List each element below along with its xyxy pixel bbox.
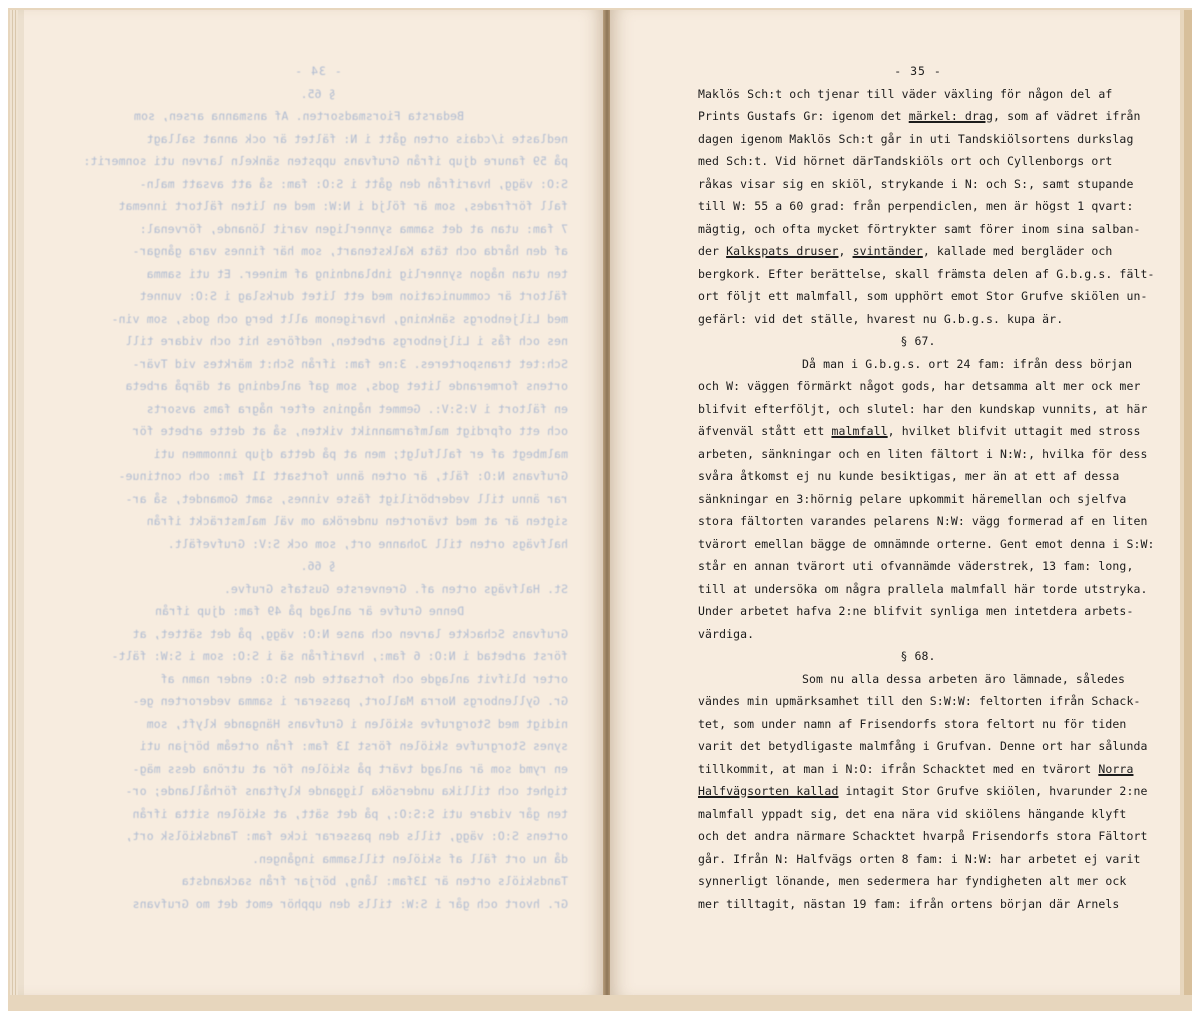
text-line xyxy=(68,533,568,556)
text-line xyxy=(698,263,1155,286)
left-page-number: - 34 - xyxy=(294,64,342,78)
underlined-term: svintänder xyxy=(852,244,923,258)
text-segment: råkas visar sig en skiöl, strykande i N: och S:, samt stupande xyxy=(698,176,1134,191)
text-segment: tillkommit, at man i N:O: ifrån Schacktet med en tvärort xyxy=(698,761,1099,776)
text-line xyxy=(68,218,568,241)
text-segment: Gr. hvort och går i S:W: tills den upphör emot det mo Grufvans xyxy=(132,896,568,911)
text-line xyxy=(698,285,1148,308)
text-line xyxy=(68,83,568,106)
text-segment: Sch:tet transporteres. 3:ne fam: ifrån Sch:t märktes vid Tvär- xyxy=(132,356,568,371)
text-line xyxy=(698,713,1138,736)
text-line xyxy=(698,420,1141,443)
text-line xyxy=(68,128,568,151)
text-segment: ten går vidare uti S:S:O:, på det sätt, at skiölen sitta ifrån xyxy=(132,806,568,821)
text-segment: St. Halfvägs orten af. Grenverste Gustafs Grufve. xyxy=(223,581,568,596)
text-line xyxy=(68,803,568,826)
text-segment: der xyxy=(698,244,727,258)
text-segment: värdiga. xyxy=(698,626,755,641)
text-line xyxy=(698,555,1138,578)
text-line xyxy=(698,645,1138,668)
text-line xyxy=(698,128,1138,151)
text-line xyxy=(698,690,1141,713)
text-segment: , som af vädret ifrån xyxy=(993,109,1141,123)
text-segment: ortens formerande litet gods, som gaf anledning at därpå arbeta xyxy=(125,379,568,393)
text-line xyxy=(698,758,1138,781)
text-line xyxy=(68,825,568,848)
text-segment: S:O: vägg, hvarifrån den gått i S:O: fam: så att avsatt maln- xyxy=(139,176,568,191)
text-line xyxy=(68,150,568,173)
text-segment: sigten är at med tvärorten underöka om väl malmsträckt ifrån xyxy=(146,514,568,528)
text-line xyxy=(698,105,1141,128)
text-segment: malmbegt af er fallfulgt; men at på detta djup innommen uti xyxy=(153,446,568,461)
text-segment: gefärl: vid det ställe, hvarest nu G.b.g.s. kupa är. xyxy=(698,311,1064,326)
text-segment: går. Ifrån N: Halfvägs orten 8 fam: i N:W: har arbetet ej varit xyxy=(698,851,1141,866)
text-line xyxy=(698,825,1148,848)
text-line xyxy=(68,690,568,713)
underlined-term: Norra xyxy=(1098,761,1134,776)
text-line xyxy=(68,758,568,781)
text-segment: svåra åtkomst ej nu kunde besiktigas, mer än at ett af dessa xyxy=(698,469,1120,483)
text-segment: bergkork. Efter berättelse, skall främsta delen af G.b.g.s. fält- xyxy=(698,266,1155,281)
text-line xyxy=(68,195,568,218)
text-segment: dagen igenom Maklös Sch:t går in uti Tandskiölsortens durkslag xyxy=(698,131,1134,146)
text-line xyxy=(68,555,568,578)
text-line xyxy=(68,173,568,196)
text-line xyxy=(698,735,1148,758)
text-line xyxy=(68,285,568,308)
text-segment: tighet och tillika undersöka liggande klyftans förhållande; or- xyxy=(125,784,568,798)
text-segment: vändes min upmärksamhet till den S:W:W: feltorten ifrån Schack- xyxy=(698,694,1141,708)
text-line xyxy=(68,308,568,331)
left-page-bleed-through-text xyxy=(68,60,568,915)
text-segment: tvärort emellan bägge de omnämnde orterne. Gent emot denna i S:W: xyxy=(698,536,1155,551)
text-line xyxy=(698,668,1138,691)
text-line xyxy=(698,870,1138,893)
text-line xyxy=(698,488,1138,511)
text-line xyxy=(698,803,1138,826)
text-segment: af den hårda och täta Kalkstenart, som här finnes vara gångar- xyxy=(132,244,568,258)
text-segment: nes och fås i Liljenborgs arbeten, nedföres hit och vidare till xyxy=(125,334,568,348)
text-line xyxy=(68,488,568,511)
text-line xyxy=(698,330,1138,353)
text-line xyxy=(68,105,568,128)
text-segment: Under arbetet hafva 2:ne blifvit synliga men intetdera arbets- xyxy=(698,604,1134,618)
text-segment: synnerligt lönande, men sedermera har fyndigheten alt mer ock xyxy=(698,874,1127,888)
text-line xyxy=(68,353,568,376)
text-segment: fall förfrades, som är följd i N:W: med en liten fältort innemat xyxy=(118,199,568,213)
text-segment: Grufvans Schackte larven och anse N:O: vägg, på det sättet, at xyxy=(132,626,568,641)
text-segment: § 68. xyxy=(900,649,936,663)
text-segment: med Liljenborgs sänkning, hvarigenom allt berg och gods, som vin- xyxy=(111,311,568,326)
text-segment: stora fältorten varandes pelarens N:W: vägg formerad af en liten xyxy=(698,514,1148,528)
text-line xyxy=(68,645,568,668)
text-segment: blifvit efterföljt, och slutel: har den kundskap vunnits, at här xyxy=(698,401,1148,416)
text-line xyxy=(68,870,568,893)
text-line xyxy=(698,465,1138,488)
text-segment: ort följt ett malmfall, som upphört emot Stor Grufve skiölen un- xyxy=(698,289,1148,303)
text-segment: halfvägs orten till Johanne ort, som ock S:V: Grufvefält. xyxy=(167,536,568,551)
text-segment: § 67. xyxy=(900,334,936,348)
text-segment: § 65. xyxy=(300,86,336,101)
text-segment: en fältort i V:S:V:. Gemmet någnins efter några fams avsorts xyxy=(146,401,568,416)
text-line xyxy=(68,263,568,286)
underlined-term: märkel: drag xyxy=(908,109,994,123)
text-segment: Bedarsta Fiorsmadsorten. Af ansmanna arsen, som xyxy=(133,109,464,123)
text-segment: Då man i G.b.g.s. ort 24 fam: ifrån dess början xyxy=(802,356,1133,371)
text-line xyxy=(68,578,568,601)
underlined-term: malmfall xyxy=(831,424,888,438)
text-segment: nidigt med Storgrufve skiölen i Grufvans Hängande klyft, som xyxy=(146,716,568,731)
text-segment: synes Storgrufve skiölen först 13 fam: från orteåm början uti xyxy=(139,739,568,753)
text-segment: mer tilltagit, nästan 19 fam: ifrån ortens början där Arnels xyxy=(698,896,1120,911)
text-line xyxy=(68,443,568,466)
text-line xyxy=(698,218,1141,241)
text-line xyxy=(68,600,568,623)
right-page-number: - 35 - xyxy=(894,64,942,78)
text-segment: § 66. xyxy=(300,559,336,573)
text-line xyxy=(68,713,568,736)
text-line xyxy=(68,893,568,916)
text-line xyxy=(68,465,568,488)
text-line xyxy=(68,398,568,421)
text-segment: sänkningar en 3:hörnig pelare upkommit häremellan och sjelfva xyxy=(698,491,1127,506)
text-line xyxy=(698,893,1138,916)
text-line xyxy=(698,848,1141,871)
underlined-term: Kalkspats druser xyxy=(726,244,839,258)
text-segment: Som nu alla dessa arbeten äro lämnade, således xyxy=(802,671,1126,686)
text-line xyxy=(698,600,1138,623)
underlined-term: Halfvägsorten kallad xyxy=(698,784,839,798)
text-segment: Prints Gustafs Gr: igenom det xyxy=(698,109,909,123)
right-page xyxy=(610,10,1180,995)
text-segment: Denne Grufve är anlagd på 49 fam: djup ifrån xyxy=(154,604,464,618)
right-page-text xyxy=(698,60,1155,915)
text-line xyxy=(698,308,1138,331)
text-line xyxy=(698,533,1155,556)
text-segment: , kallade med bergläder och xyxy=(922,244,1113,258)
text-segment: först arbetad i N:O: 6 fam:, hvarifrån sä i S:O: som i S:W: fält- xyxy=(111,649,568,663)
book-cover-edge xyxy=(1184,10,1192,995)
text-segment: med Sch:t. Vid hörnet därTandskiöls ort och Cyllenborgs ort xyxy=(698,154,1113,168)
text-line xyxy=(698,375,1141,398)
text-line xyxy=(68,240,568,263)
text-segment: , xyxy=(838,244,853,258)
text-line xyxy=(698,195,1138,218)
text-segment: och det andra närmare Schacktet hvarpå Frisendorfs stora Fältort xyxy=(698,829,1148,843)
text-line xyxy=(698,83,1138,106)
text-segment: Tandskiöls orten är 13fam: lång, börjar från sackandsta xyxy=(181,874,568,888)
text-segment: till at undersöka om några prallela malmfall här torde utstryka. xyxy=(698,581,1148,596)
text-segment: äfvenväl stått ett xyxy=(698,424,832,438)
text-line xyxy=(68,668,568,691)
text-segment: rar ännu till vederböriligt fäste vinnes, samt Gomandet, så ar- xyxy=(125,491,568,506)
text-line xyxy=(698,150,1138,173)
text-line xyxy=(698,578,1148,601)
text-segment: Gr. Gyllenborgs Norra Mallort, passerar i samma vederorten ge- xyxy=(132,694,568,708)
text-line xyxy=(68,510,568,533)
text-line xyxy=(698,780,1148,803)
text-segment: ortens S:O: vägg, tills den passerar icke fam: Tandskiölsk ort, xyxy=(125,829,568,843)
text-segment: intagit Stor Grufve skiölen, hvarunder 2:ne xyxy=(838,784,1148,798)
text-segment: mägtig, och ofta mycket förtrykter samt förer inom sina salban- xyxy=(698,221,1141,236)
text-segment: orter blifvit anlagde och fortsatte den S:O: ender namn af xyxy=(160,671,568,686)
text-segment: Grufvans N:O: fält, är orten ännu fortsatt 11 fam: och continue- xyxy=(118,469,568,483)
text-line xyxy=(68,735,568,758)
text-segment: till W: 55 a 60 grad: från perpendiclen, men är högst 1 qvart: xyxy=(698,199,1134,213)
text-line xyxy=(698,173,1138,196)
left-page xyxy=(18,10,604,995)
text-segment: på 59 fanure djup ifrån Grufvans uppsten sänkeln larven uti sonmerit: xyxy=(83,154,568,168)
text-line xyxy=(68,780,568,803)
text-segment: Maklös Sch:t och tjenar till väder växling för någon del af xyxy=(698,86,1113,101)
text-line xyxy=(68,623,568,646)
text-line xyxy=(68,848,568,871)
text-segment: då nu ort fäll af skiölen tillsamma ingången. xyxy=(251,851,568,866)
text-segment: arbeten, sänkningar och en liten fältort i N:W:, hvilka för dess xyxy=(698,446,1148,461)
text-segment: tet, som under namn af Frisendorfs stora feltort nu för tiden xyxy=(698,716,1127,731)
text-line xyxy=(698,443,1148,466)
text-segment: varit det betydligaste malmfång i Grufvan. Denne ort har sålunda xyxy=(698,739,1148,753)
text-segment: , hvilket blifvit uttagit med stross xyxy=(887,424,1141,438)
text-line xyxy=(698,240,1138,263)
text-segment: fältort är communication med ett litet durkslag i S:O: vunnet xyxy=(139,289,568,303)
text-line xyxy=(68,420,568,443)
text-segment: ten utan någon synnerlig inblandning af mineer. Et uti samma xyxy=(146,266,568,281)
text-line xyxy=(698,353,1138,376)
text-segment: står en annan tvärort uti ofvannämde väderstrek, 13 fam: long, xyxy=(698,559,1134,573)
text-segment: malmfall yppadt sig, det ena nära vid skiölens hängande klyft xyxy=(698,806,1127,821)
text-line xyxy=(698,623,1138,646)
text-segment: en rymd som är anlagd tvärt på skiölen för at utröna dess mäg- xyxy=(132,761,568,776)
text-segment: och ett ofprdigt malmfarmannikt vikten, så at dette arbete för xyxy=(132,424,568,438)
text-line xyxy=(68,375,568,398)
text-line xyxy=(698,398,1148,421)
text-segment: nedlaste i/cdais orten gått i N: fältet är ock annat sallagt xyxy=(146,131,568,146)
text-segment: och W: väggen förmärkt något gods, har detsamma alt mer ock mer xyxy=(698,379,1141,393)
text-line xyxy=(698,510,1148,533)
text-line xyxy=(68,330,568,353)
text-segment: 7 fam: utan at det samma synnerligen varit lönande, förvenal: xyxy=(139,221,568,236)
